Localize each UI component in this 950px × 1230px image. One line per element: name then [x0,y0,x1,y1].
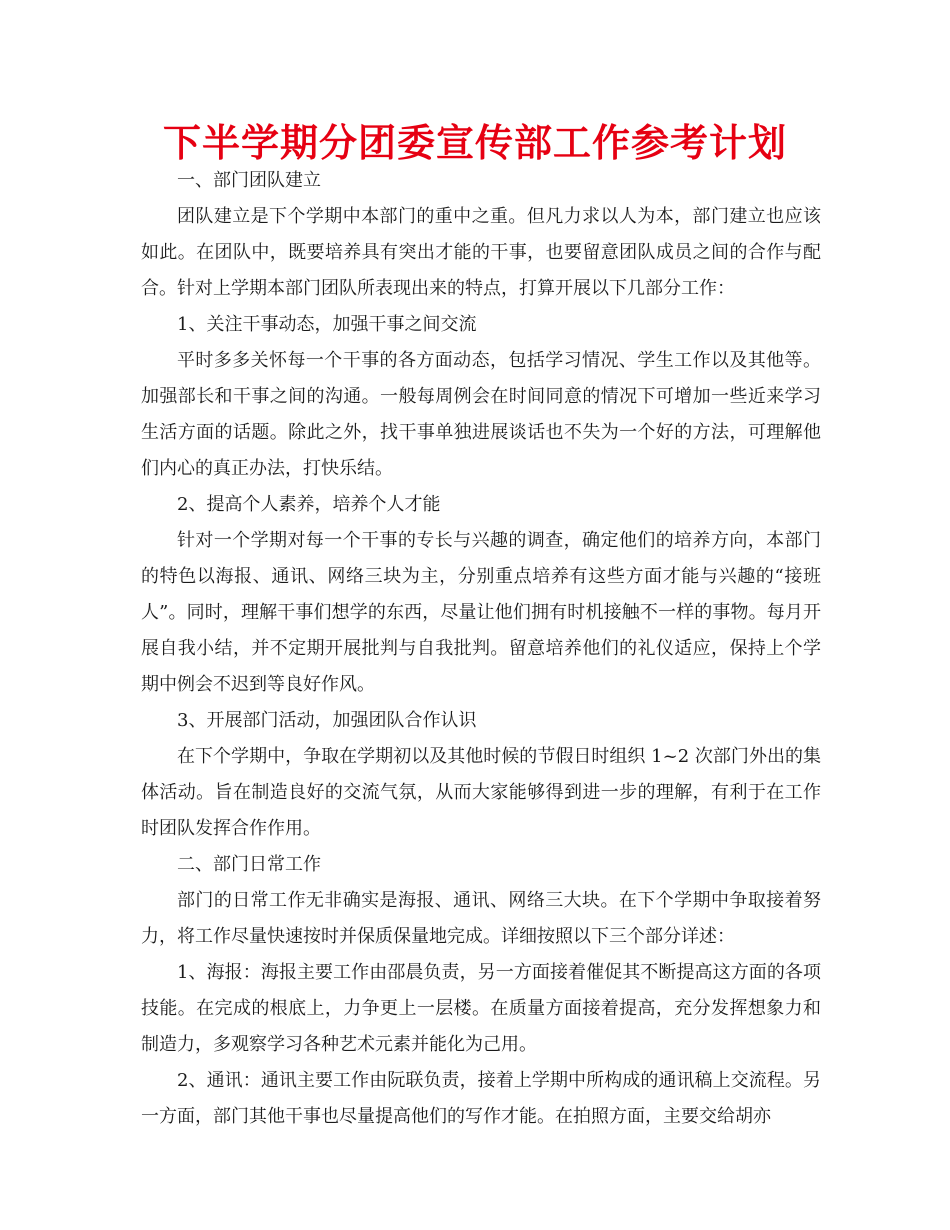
document-body [141,163,821,1135]
section-heading: 二、部门日常工作 [177,854,321,875]
subsection-heading: 1、关注干事动态，加强干事之间交流 [177,314,477,335]
body-paragraph: 针对一个学期对每一个干事的专长与兴趣的调查，确定他们的培养方向，本部门的特色以海报、通讯、网络三块为主，分别重点培养有这些方面才能与兴趣的“接班人”。同时，理解干事们想学的东西，尽量让他们拥有时机接触不一样的事物。每月开展自我小结，并不定期开展批判与自我批判。留意培养他们的礼仪适应，保持上个学期中例会不迟到等良好作风。 [141,530,821,695]
section-heading: 一、部门团队建立 [177,170,321,191]
body-paragraph: 团队建立是下个学期中本部门的重中之重。但凡力求以人为本，部门建立也应该如此。在团队中，既要培养具有突出才能的干事，也要留意团队成员之间的合作与配合。针对上学期本部门团队所表现出来的特点，打算开展以下几部分工作： [141,206,821,299]
body-paragraph: 2、通讯：通讯主要工作由阮联负责，接着上学期中所构成的通讯稿上交流程。另一方面，部门其他干事也尽量提高他们的写作才能。在拍照方面，主要交给胡亦 [141,1070,821,1127]
subsection-heading: 3、开展部门活动，加强团队合作认识 [177,710,477,731]
body-paragraph: 在下个学期中，争取在学期初以及其他时候的节假日时组织 1~2 次部门外出的集体活动。旨在制造良好的交流气氛，从而大家能够得到进一步的理解，有利于在工作时团队发挥合作作用。 [141,746,821,839]
body-paragraph: 1、海报：海报主要工作由邵晨负责，另一方面接着催促其不断提高这方面的各项技能。在完成的根底上，力争更上一层楼。在质量方面接着提高，充分发挥想象力和制造力，多观察学习各种艺术元素并能化为己用。 [141,962,821,1055]
body-paragraph: 平时多多关怀每一个干事的各方面动态，包括学习情况、学生工作以及其他等。加强部长和干事之间的沟通。一般每周例会在时间同意的情况下可增加一些近来学习生活方面的话题。除此之外，找干事单独进展谈话也不失为一个好的方法，可理解他们内心的真正办法，打快乐结。 [141,350,821,479]
body-paragraph: 部门的日常工作无非确实是海报、通讯、网络三大块。在下个学期中争取接着努力，将工作尽量快速按时并保质保量地完成。详细按照以下三个部分详述： [141,890,821,947]
document-title: 下半学期分团委宣传部工作参考计划 [162,121,787,165]
subsection-heading: 2、提高个人素养，培养个人才能 [177,494,441,515]
